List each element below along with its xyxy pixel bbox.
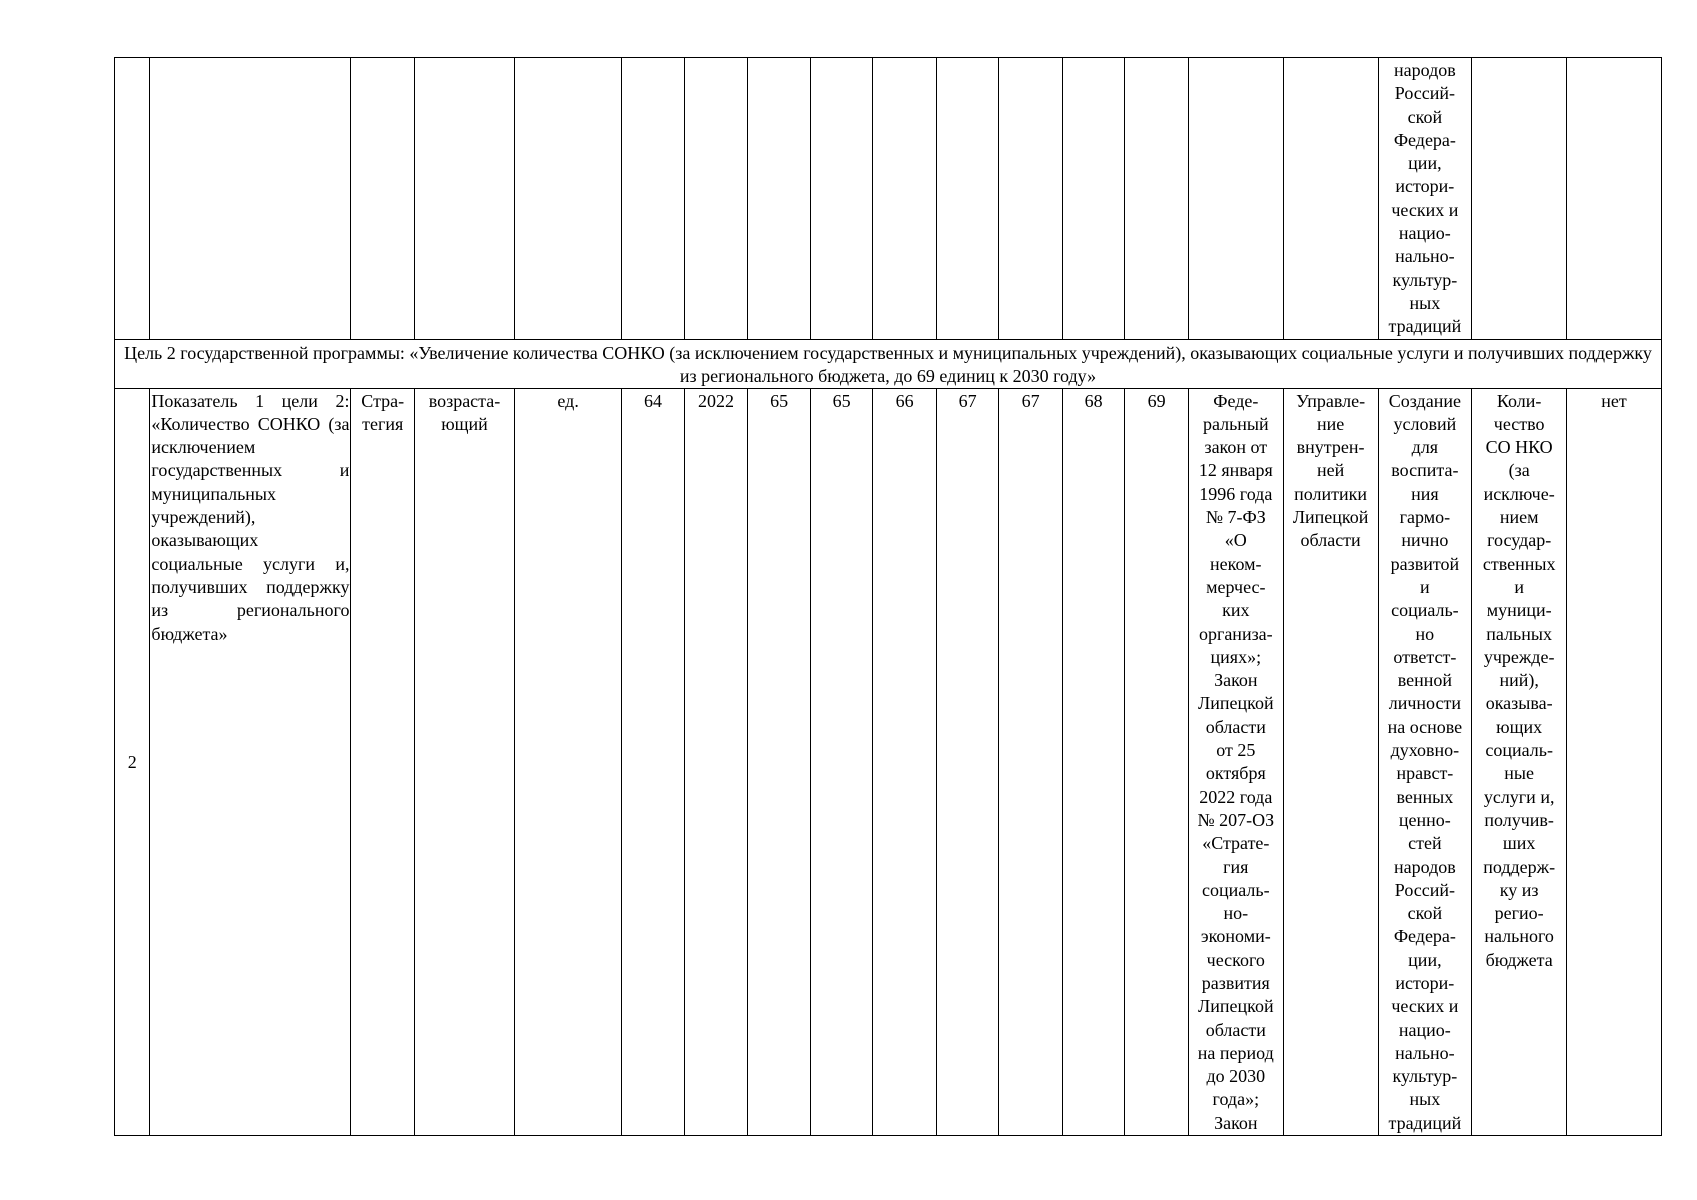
cell-line: регио- — [1494, 903, 1544, 924]
cell-line: ческого — [1206, 949, 1265, 970]
cell-empty — [1567, 58, 1662, 340]
cell-line: ции, — [1408, 949, 1442, 970]
cell-line: возраста- — [428, 390, 501, 411]
cell-empty — [622, 58, 685, 340]
cell-empty — [150, 58, 351, 340]
cell-empty — [1125, 58, 1189, 340]
row-number: 2 — [115, 388, 150, 1136]
cell-line: и — [1420, 576, 1430, 597]
cell-line: традиций — [1388, 316, 1462, 337]
cell-empty — [514, 58, 621, 340]
cell-line: организа- — [1198, 623, 1273, 644]
cell-line: Липецкой — [1198, 693, 1274, 714]
cell-line: до 2030 — [1206, 1066, 1266, 1087]
cell-line: на основе — [1387, 716, 1463, 737]
cell-line: стей — [1408, 833, 1442, 854]
cell-line: (за — [1508, 460, 1530, 481]
cell-empty — [873, 58, 937, 340]
cell-line: но — [1415, 623, 1435, 644]
year-value: 67 — [936, 388, 999, 1136]
cell-line: истори- — [1395, 176, 1455, 197]
cell-line: Коли- — [1496, 390, 1542, 411]
cell-line: Липецкой — [1198, 996, 1274, 1017]
cell-line: ющих — [1496, 716, 1543, 737]
indicators-table — [114, 57, 1662, 1136]
cell-line: нравст- — [1396, 763, 1454, 784]
year-value: 65 — [810, 388, 873, 1136]
cell-line: народов — [1393, 60, 1456, 80]
cell-line: венных — [1396, 786, 1454, 807]
cell-line: воспита- — [1391, 460, 1459, 481]
cell-line: муници- — [1486, 600, 1552, 621]
cell-line: народов — [1393, 856, 1456, 877]
cell-line: социаль- — [1485, 740, 1553, 761]
cell-line: нально- — [1395, 1042, 1455, 1063]
cell-line: для — [1411, 437, 1439, 458]
goal-row — [115, 339, 1662, 388]
cell-line: Федера- — [1393, 129, 1456, 150]
cell-line: культур- — [1392, 1066, 1458, 1087]
cell-line: мерчес- — [1206, 576, 1266, 597]
cell-line: внутрен- — [1296, 437, 1365, 458]
cell-line: нацио- — [1398, 1019, 1451, 1040]
cell-line: области — [1205, 1019, 1266, 1040]
cell-empty — [1062, 58, 1125, 340]
cell-line: социаль- — [1391, 600, 1459, 621]
cell-line: венной — [1397, 670, 1453, 691]
cell-line: государ- — [1487, 530, 1552, 551]
cell-line: поддерж- — [1483, 856, 1556, 877]
year-value: 67 — [999, 388, 1063, 1136]
responsible-body — [1283, 388, 1378, 1136]
cell-line: № 207-ОЗ — [1197, 809, 1275, 830]
cell-line: социаль- — [1202, 879, 1270, 900]
cell-line: ской — [1407, 106, 1443, 127]
cell-line: ку из — [1499, 879, 1539, 900]
base-year: 2022 — [684, 388, 748, 1136]
cell-line: пальных — [1486, 623, 1552, 644]
cell-line: нально- — [1395, 246, 1455, 267]
cell-line: учрежде- — [1483, 646, 1555, 667]
cell-line: ных — [1409, 292, 1441, 313]
cell-line: ких — [1222, 600, 1250, 621]
cell-empty — [936, 58, 999, 340]
cell-line: ных — [1409, 1089, 1441, 1110]
cell-empty — [1472, 58, 1567, 340]
cell-line: условий — [1393, 413, 1457, 434]
cell-line: 12 января — [1198, 460, 1273, 481]
year-value: 69 — [1125, 388, 1189, 1136]
cell-line: получив- — [1484, 809, 1554, 830]
cell-line: Создание — [1388, 390, 1461, 411]
cell-line: «Страте- — [1202, 833, 1270, 854]
cell-line: гия — [1223, 856, 1249, 877]
cell-line: ственных — [1482, 553, 1556, 574]
cell-line: культур- — [1392, 269, 1458, 290]
cell-line: ценно- — [1398, 809, 1451, 830]
cell-line: но- — [1223, 903, 1249, 924]
cell-line: 1996 года — [1199, 483, 1273, 504]
cell-empty — [999, 58, 1063, 340]
cell-line: нием — [1499, 507, 1539, 528]
cell-line: Закон — [1214, 1112, 1258, 1133]
cell-empty — [1283, 58, 1378, 340]
cell-line: на период — [1197, 1042, 1274, 1063]
cell-line: оказыва- — [1485, 693, 1553, 714]
cell-empty — [115, 58, 150, 340]
cell-line: ческих и — [1391, 996, 1459, 1017]
cell-line: ные — [1504, 763, 1534, 784]
cell-empty — [810, 58, 873, 340]
cell-line: Стра- — [361, 390, 405, 411]
cell-line: ции, — [1408, 153, 1442, 174]
cell-line: ний), — [1499, 670, 1539, 691]
cell-line: исключе- — [1483, 483, 1555, 504]
cell-line: Феде- — [1213, 390, 1259, 411]
cell-line: октября — [1205, 763, 1266, 784]
cell-line: ской — [1407, 903, 1443, 924]
cell-line: экономи- — [1200, 926, 1271, 947]
cell-line: бюджета — [1485, 949, 1553, 970]
year-value: 66 — [873, 388, 937, 1136]
related-indicator — [1472, 388, 1567, 1136]
cell-line: «О — [1224, 530, 1247, 551]
cell-line: закон от — [1204, 437, 1268, 458]
indicator-trend — [414, 388, 514, 1136]
cell-line: личности — [1388, 693, 1461, 714]
cell-line: нично — [1401, 530, 1449, 551]
cell-line: области — [1300, 530, 1361, 551]
cell-line: ральный — [1202, 413, 1269, 434]
cell-line: 2022 года — [1199, 786, 1273, 807]
cell-line: услуги и, — [1483, 786, 1555, 807]
cell-line: тегия — [362, 413, 404, 434]
year-value: 68 — [1062, 388, 1125, 1136]
cell-empty — [414, 58, 514, 340]
cell-line: года»; — [1212, 1089, 1260, 1110]
cell-line: и — [1514, 576, 1524, 597]
cell-empty — [351, 58, 415, 340]
cell-line: ческих и — [1391, 199, 1459, 220]
cell-line: ответст- — [1393, 646, 1457, 667]
cell-line: циях»; — [1210, 646, 1262, 667]
cell-line: политики — [1294, 483, 1368, 504]
goal-heading: Цель 2 государственной программы: «Увеличение количества СОНКО (за исключением государственных и муниципальных учреждений), оказывающих социальные услуги и получивших поддержку из регионального бюджета, до 69 единиц к 2030 году» — [115, 339, 1662, 388]
cell-line: Россий- — [1394, 879, 1455, 900]
cell-line: № 7-ФЗ — [1205, 507, 1266, 528]
indicator-name: Показатель 1 цели 2: «Количество СОНКО (за исключением государственных и муниципальных учреждений), оказывающих социальные услуги и, получивших поддержку из регионального бюджета» — [150, 388, 351, 1136]
cell-goal-link-continued — [1378, 58, 1472, 340]
cell-empty — [1188, 58, 1283, 340]
continued-row — [115, 58, 1662, 340]
cell-line: развитой — [1390, 553, 1460, 574]
cell-line: Россий- — [1394, 83, 1455, 104]
cell-line: СО НКО — [1485, 437, 1553, 458]
cell-line: ней — [1316, 460, 1345, 481]
cell-line: Управле- — [1296, 390, 1366, 411]
cell-line: чество — [1493, 413, 1545, 434]
cell-line: неком- — [1210, 553, 1262, 574]
cell-line: ния — [1411, 483, 1439, 504]
goal-link — [1378, 388, 1472, 1136]
cell-line: развития — [1201, 972, 1270, 993]
cell-line: традиций — [1388, 1112, 1462, 1133]
unit-of-measure: ед. — [514, 388, 621, 1136]
cell-line: области — [1205, 716, 1266, 737]
cell-line: нацио- — [1398, 223, 1451, 244]
cell-line: ющий — [441, 413, 488, 434]
indicator-level — [351, 388, 415, 1136]
base-value: 64 — [622, 388, 685, 1136]
cell-line: Федера- — [1393, 926, 1456, 947]
cell-empty — [684, 58, 748, 340]
cell-line: ших — [1502, 833, 1536, 854]
cell-line: гармо- — [1399, 507, 1451, 528]
year-value: 65 — [748, 388, 811, 1136]
legal-basis — [1188, 388, 1283, 1136]
cell-line: истори- — [1395, 972, 1455, 993]
info-system: нет — [1567, 388, 1662, 1136]
cell-line: от 25 — [1216, 740, 1256, 761]
indicator-row — [115, 388, 1662, 1136]
cell-line: ние — [1316, 413, 1345, 434]
cell-empty — [748, 58, 811, 340]
cell-line: Липецкой — [1292, 507, 1369, 528]
cell-line: нального — [1484, 926, 1554, 947]
cell-line: Закон — [1214, 670, 1258, 691]
cell-line: духовно- — [1390, 740, 1460, 761]
